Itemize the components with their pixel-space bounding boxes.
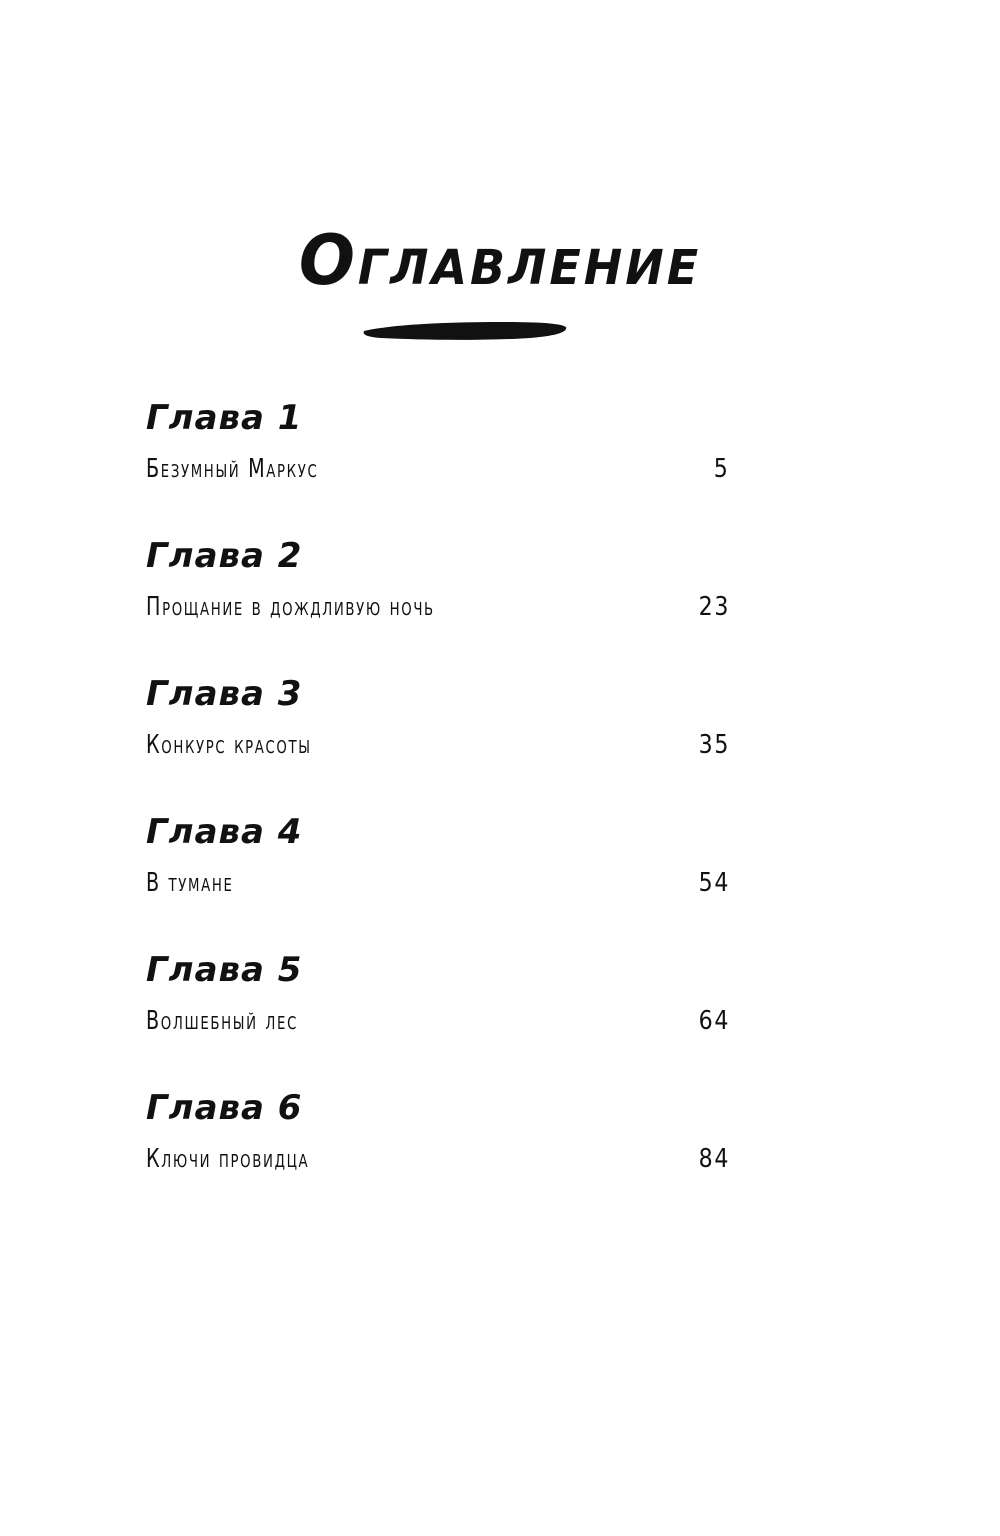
chapter-label: Глава 3 xyxy=(146,674,303,714)
chapter-label: Глава 6 xyxy=(146,1088,303,1128)
page-number: 23 xyxy=(698,592,730,622)
page-number: 64 xyxy=(698,1006,730,1036)
toc-entry-5[interactable] xyxy=(146,950,730,1088)
chapter-title: Безумный Маркус xyxy=(146,454,319,484)
chapter-label: Глава 5 xyxy=(146,950,303,990)
page-number: 54 xyxy=(698,868,730,898)
chapter-label: Глава 4 xyxy=(146,812,303,852)
toc-entry-1[interactable] xyxy=(146,398,730,536)
chapter-title: Ключи провидца xyxy=(146,1144,310,1174)
page-number: 5 xyxy=(714,454,730,484)
chapter-title: Конкурс красоты xyxy=(146,730,312,760)
brush-stroke-divider xyxy=(360,318,570,344)
page-number: 35 xyxy=(698,730,730,760)
table-of-contents xyxy=(146,398,730,1226)
toc-entry-4[interactable] xyxy=(146,812,730,950)
toc-entry-2[interactable] xyxy=(146,536,730,674)
chapter-label: Глава 2 xyxy=(146,536,303,576)
toc-entry-3[interactable] xyxy=(146,674,730,812)
chapter-title: Волшебный лес xyxy=(146,1006,299,1036)
page-title: Оглавление xyxy=(298,220,702,301)
toc-entry-6[interactable] xyxy=(146,1088,730,1226)
chapter-title: В тумане xyxy=(146,868,234,898)
chapter-label: Глава 1 xyxy=(146,398,303,438)
chapter-title: Прощание в дождливую ночь xyxy=(146,592,435,622)
page-number: 84 xyxy=(698,1144,730,1174)
